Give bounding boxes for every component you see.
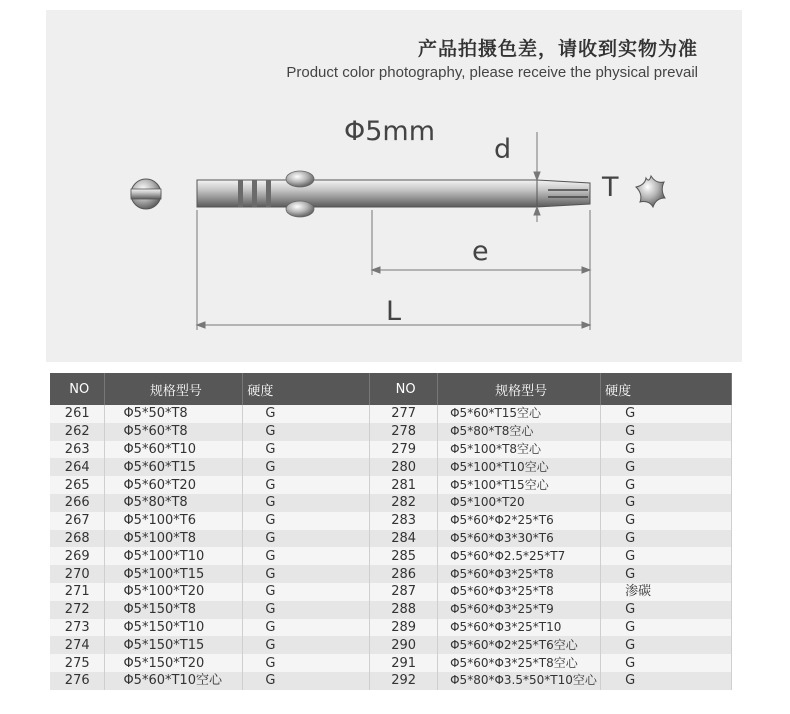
color-disclaimer-cn: 产品拍摄色差，请收到实物为准: [417, 38, 698, 60]
table-row: [50, 636, 732, 654]
cell-no: 284: [370, 530, 438, 548]
cell-no: 291: [370, 654, 438, 672]
cell-spec: Φ5*80*T8空心: [438, 423, 601, 441]
cell-spec: Φ5*60*Φ3*25*T9: [438, 601, 601, 619]
cell-spec: Φ5*150*T20: [105, 654, 243, 672]
cell-no: 280: [370, 458, 438, 476]
cell-no: 269: [50, 547, 105, 565]
cell-spec: Φ5*60*Φ3*25*T10: [438, 619, 601, 637]
cell-spec: Φ5*150*T10: [105, 619, 243, 637]
cell-hardness: G: [601, 636, 732, 654]
cell-no: 286: [370, 565, 438, 583]
cell-no: 275: [50, 654, 105, 672]
cell-spec: Φ5*100*T8空心: [438, 441, 601, 459]
table-row: [50, 405, 732, 423]
cell-no: 270: [50, 565, 105, 583]
table-row: [50, 530, 732, 548]
table-header-row: [50, 373, 732, 405]
cell-spec: Φ5*60*Φ3*25*T8: [438, 565, 601, 583]
cell-no: 288: [370, 601, 438, 619]
cell-spec: Φ5*60*T10空心: [105, 672, 243, 690]
cell-hardness: G: [243, 423, 370, 441]
cell-hardness: G: [243, 512, 370, 530]
cell-spec: Φ5*60*Φ3*25*T8空心: [438, 654, 601, 672]
cell-hardness: G: [601, 512, 732, 530]
cell-no: 292: [370, 672, 438, 690]
table-row: [50, 547, 732, 565]
cell-no: 283: [370, 512, 438, 530]
cell-spec: Φ5*60*Φ3*25*T8: [438, 583, 601, 601]
cell-hardness: G: [243, 476, 370, 494]
cell-no: 285: [370, 547, 438, 565]
cell-no: 282: [370, 494, 438, 512]
cell-hardness: G: [243, 494, 370, 512]
cell-hardness: G: [243, 654, 370, 672]
cell-hardness: 渗碳: [601, 583, 732, 601]
cell-hardness: G: [243, 530, 370, 548]
cell-no: 271: [50, 583, 105, 601]
cell-spec: Φ5*100*T20: [105, 583, 243, 601]
cell-spec: Φ5*100*T15空心: [438, 476, 601, 494]
color-disclaimer-en: Product color photography, please receive the physical prevail: [286, 64, 698, 81]
cell-no: 272: [50, 601, 105, 619]
cell-hardness: G: [601, 547, 732, 565]
cell-no: 266: [50, 494, 105, 512]
cell-spec: Φ5*100*T15: [105, 565, 243, 583]
cell-spec: Φ5*60*T15: [105, 458, 243, 476]
table-row: [50, 565, 732, 583]
table-row: [50, 512, 732, 530]
cell-hardness: G: [243, 405, 370, 423]
cell-no: 277: [370, 405, 438, 423]
cell-no: 279: [370, 441, 438, 459]
table-row: [50, 458, 732, 476]
cell-hardness: G: [243, 583, 370, 601]
cell-hardness: G: [243, 619, 370, 637]
cell-hardness: G: [243, 672, 370, 690]
header-hardness: 硬度: [601, 373, 732, 405]
l-dimension-label: L: [386, 296, 402, 327]
cell-spec: Φ5*60*Φ2.5*25*T7: [438, 547, 601, 565]
cell-no: 278: [370, 423, 438, 441]
cell-hardness: G: [601, 530, 732, 548]
cell-spec: Φ5*100*T10: [105, 547, 243, 565]
header-spec: 规格型号: [438, 373, 601, 405]
cell-hardness: G: [601, 619, 732, 637]
cell-spec: Φ5*100*T6: [105, 512, 243, 530]
cell-spec: Φ5*100*T10空心: [438, 458, 601, 476]
e-dimension-label: e: [472, 236, 489, 267]
cell-spec: Φ5*60*T8: [105, 423, 243, 441]
header-no: NO: [50, 373, 105, 405]
cell-hardness: G: [243, 547, 370, 565]
cell-hardness: G: [243, 601, 370, 619]
table-row: [50, 476, 732, 494]
cell-hardness: G: [601, 458, 732, 476]
header-no: NO: [370, 373, 438, 405]
cell-no: 264: [50, 458, 105, 476]
cell-no: 267: [50, 512, 105, 530]
spec-table: [50, 373, 732, 690]
cell-no: 268: [50, 530, 105, 548]
cell-hardness: G: [601, 494, 732, 512]
d-dimension-label: d: [494, 134, 512, 165]
cell-no: 261: [50, 405, 105, 423]
cell-spec: Φ5*150*T8: [105, 601, 243, 619]
cell-no: 265: [50, 476, 105, 494]
cell-spec: Φ5*150*T15: [105, 636, 243, 654]
cell-no: 274: [50, 636, 105, 654]
cell-spec: Φ5*100*T8: [105, 530, 243, 548]
cell-spec: Φ5*100*T20: [438, 494, 601, 512]
cell-hardness: G: [243, 458, 370, 476]
end-view-icon: [131, 179, 161, 209]
cell-hardness: G: [601, 423, 732, 441]
cell-spec: Φ5*80*Φ3.5*50*T10空心: [438, 672, 601, 690]
cell-spec: Φ5*60*Φ2*25*T6: [438, 512, 601, 530]
cell-no: 289: [370, 619, 438, 637]
cell-no: 276: [50, 672, 105, 690]
cell-no: 281: [370, 476, 438, 494]
cell-hardness: G: [601, 565, 732, 583]
cell-hardness: G: [601, 654, 732, 672]
cell-no: 290: [370, 636, 438, 654]
cell-hardness: G: [601, 441, 732, 459]
table-row: [50, 619, 732, 637]
cell-no: 263: [50, 441, 105, 459]
cell-spec: Φ5*60*Φ2*25*T6空心: [438, 636, 601, 654]
cell-spec: Φ5*60*T15空心: [438, 405, 601, 423]
cell-spec: Φ5*50*T8: [105, 405, 243, 423]
cell-hardness: G: [601, 672, 732, 690]
torx-star-icon: [636, 176, 665, 207]
cell-hardness: G: [243, 441, 370, 459]
cell-no: 262: [50, 423, 105, 441]
table-row: [50, 672, 732, 690]
cell-spec: Φ5*80*T8: [105, 494, 243, 512]
cell-hardness: G: [243, 565, 370, 583]
table-row: [50, 423, 732, 441]
header-spec: 规格型号: [105, 373, 243, 405]
table-row: [50, 583, 732, 601]
header-hardness: 硬度: [243, 373, 370, 405]
cell-hardness: G: [243, 636, 370, 654]
cell-spec: Φ5*60*T20: [105, 476, 243, 494]
table-row: [50, 494, 732, 512]
diameter-label: Φ5mm: [344, 116, 436, 147]
t-dimension-label: T: [602, 172, 619, 203]
table-row: [50, 441, 732, 459]
cell-hardness: G: [601, 601, 732, 619]
cell-hardness: G: [601, 405, 732, 423]
bit-body: [197, 171, 590, 217]
cell-hardness: G: [601, 476, 732, 494]
table-row: [50, 654, 732, 672]
cell-spec: Φ5*60*Φ3*30*T6: [438, 530, 601, 548]
cell-spec: Φ5*60*T10: [105, 441, 243, 459]
cell-no: 273: [50, 619, 105, 637]
table-row: [50, 601, 732, 619]
cell-no: 287: [370, 583, 438, 601]
